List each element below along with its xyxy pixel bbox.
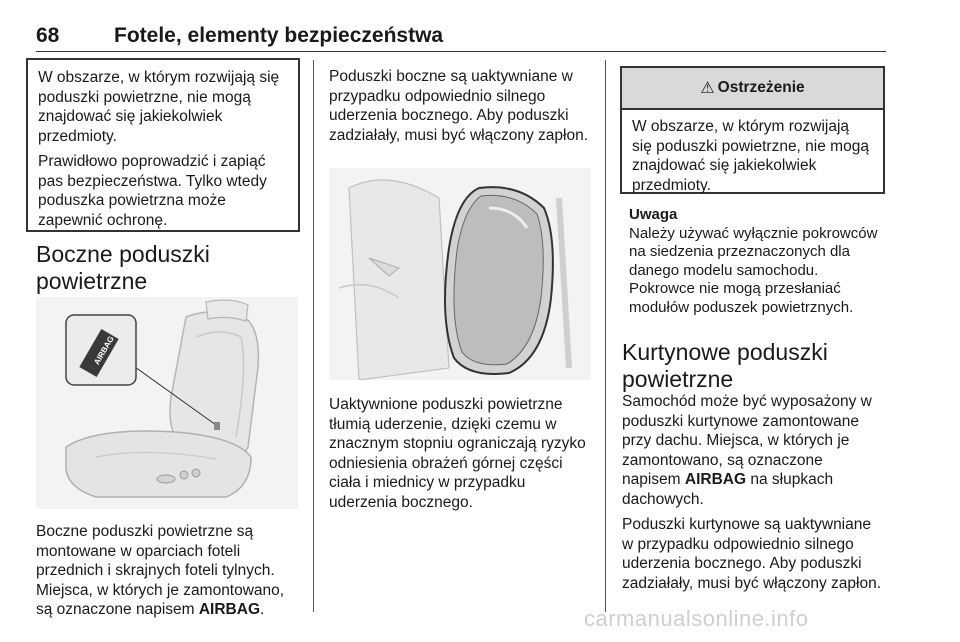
warning-header (622, 68, 883, 110)
airbag-bold: AIRBAG (198, 601, 260, 618)
caution-text-1: W obszarze, w którym rozwijają się poduszki powietrzne, nie mogą znajdować się jakiekolwiek przedmioty. (38, 69, 280, 145)
warning-box (620, 66, 885, 194)
warning-triangle-icon: ⚠ (700, 80, 715, 97)
column-divider-1 (313, 60, 314, 612)
page-header (36, 24, 886, 52)
column-divider-2 (605, 60, 606, 612)
page-title: Fotele, elementy bezpieczeństwa (114, 24, 444, 47)
side-airbags-heading: Boczne poduszki powietrzne (36, 241, 210, 294)
warning-title: Ostrzeżenie (717, 79, 805, 96)
airbag-label: AIRBAG (92, 334, 116, 367)
caution-text-2: Prawidłowo poprowadzić i zapiąć pas bezpieczeństwa. Tylko wtedy poduszka powietrzna może zapewnić ochronę. (38, 153, 267, 229)
seat-airbag-figure (36, 297, 298, 509)
warning-text: W obszarze, w którym rozwijają się poduszki powietrzne, nie mogą znajdować się jakiekolwiek przedmioty. (632, 118, 869, 194)
header-divider (36, 51, 886, 52)
curtain-airbags-heading: Kurtynowe poduszki powietrzne (622, 339, 828, 392)
note-block (629, 206, 887, 317)
airbag-bold-2: AIRBAG (684, 471, 747, 488)
note-text: Należy używać wyłącznie pokrowców na siedzenia przeznaczonych dla danego modelu samochodu. Pokrowce nie mogą przesłaniać modułów poduszek powietrznych. (629, 224, 878, 316)
deployed-airbag-illustration (329, 168, 591, 380)
curtain-airbag-text: Samochód może być wyposażony w poduszki kurtynowe zamontowane przy dachu. Miejsca, w których je zamontowano, są oznaczone napisem (622, 393, 872, 488)
page-number: 68 (36, 24, 60, 47)
curtain-airbag-activation-text: Poduszki kurtynowe są uaktywniane w przypadku odpowiednio silnego uderzenia bocznego. Aby poduszki zadziałały, musi być włączony zapłon. (622, 516, 882, 592)
caution-box (26, 58, 300, 232)
col1-body: Boczne poduszki powietrzne są montowane w oparciach foteli przednich i skrajnych foteli tylnych. Miejsca, w których je zamontowano, są oznaczone napisem AIRBAG. (36, 523, 285, 618)
deployed-airbag-figure (329, 168, 591, 380)
note-title: Uwaga (629, 206, 678, 223)
col2-bottom (329, 395, 595, 518)
deployed-airbag-text: Uaktywnione poduszki powietrzne tłumią uderzenie, dzięki czemu w znacznym stopniu ograniczają ryzyko odniesienia obrażeń górnej części ciała i miednicy w przypadku uderzenia bocznego. (329, 396, 586, 511)
col3-body: Samochód może być wyposażony w poduszki kurtynowe zamontowane przy dachu. Miejsca, w których je zamontowano, są oznaczone napisem AIRBAG na słupkach dachowych. Poduszki kurtynowe są uaktywniane w przypadku odpowiednio silnego uderzenia bocznego. Aby poduszki zadziałały, musi być włączony zapłon. (622, 392, 884, 599)
col2-top (329, 67, 591, 151)
seat-illustration (36, 297, 298, 509)
side-airbag-activation-text: Poduszki boczne są uaktywniane w przypadku odpowiednio silnego uderzenia bocznego. Aby poduszki zadziałały, musi być włączony zapłon. (329, 68, 589, 144)
side-airbag-text: Boczne poduszki powietrzne są montowane w oparciach foteli przednich i skrajnych foteli tylnych. Miejsca, w których je zamontowano, są oznaczone napisem (36, 523, 285, 618)
watermark: carmanualsonline.info (584, 606, 809, 631)
